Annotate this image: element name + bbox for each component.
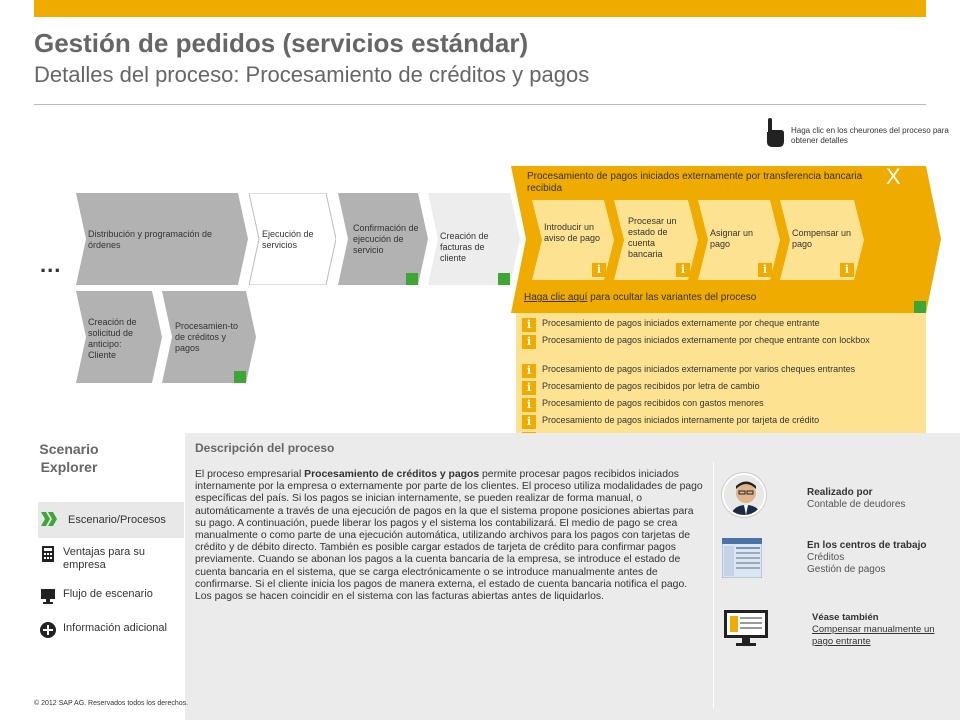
- nav-ventajas[interactable]: [40, 546, 180, 574]
- hint-text: Haga clic en los cheurones del proceso para obtener detalles: [791, 126, 949, 145]
- page-subtitle: Detalles del proceso: Procesamiento de créditos y pagos: [34, 62, 590, 87]
- info-icon[interactable]: i: [522, 381, 536, 395]
- nav-escenario-procesos[interactable]: [38, 502, 184, 538]
- info-icon[interactable]: i: [522, 335, 536, 349]
- description-title: Descripción del proceso: [195, 441, 335, 455]
- chevron-confirmacion[interactable]: [338, 193, 428, 285]
- see-also: [812, 612, 957, 648]
- work-centers: [807, 540, 957, 576]
- desc-intro: El proceso empresarial: [195, 469, 305, 480]
- nav-label: Información adicional: [63, 622, 167, 634]
- info-icon[interactable]: i: [522, 398, 536, 412]
- step-label: Introducir un aviso de pago: [544, 222, 601, 243]
- info-icon[interactable]: i: [758, 263, 772, 277]
- info-icon[interactable]: i: [522, 318, 536, 332]
- step-label: Procesar un estado de cuenta bancaria: [628, 216, 677, 259]
- work-item-creditos: Créditos: [807, 552, 845, 563]
- desc-text: permite procesar pagos recibidos iniciados internamente por la empresa o externamente por parte de los clientes. El proceso utiliza modalidades de pago específicas del país. Si los pagos se inician internamente, se pueden realizar de forma manual, o automáticamente a través de una ejecución de pagos en la que el sistema propone posiciones abiertas para su pago. A continuación, puede liberar los pagos y el sistema los contabilizará. El medio de pago se crea manualmente o como parte de una ejecución automática, utilizando archivos para los pagos con tarjetas de crédito y de débito directo. También es posible cargar estados de tarjeta de crédito para confirmar pagos previamente. Cuando se abonan los pagos a la cuenta bancaria de la empresa, se introduce el estado de cuenta bancaria en el sistema, que se carga electrónicamente o se introduce manualmente antes de confirmarse. Si el cliente inicia los pagos de manera externa, el estado de cuenta bancaria notifica el pago. Los pagos se hacen coincidir en el sistema con las facturas abiertas antes de liquidarlos.: [195, 469, 703, 603]
- work-center-screenshot-icon: [722, 538, 762, 578]
- hide-link-anchor[interactable]: Haga clic aquí: [524, 292, 588, 303]
- calculator-icon: [40, 546, 56, 562]
- chevron-distribucion[interactable]: [76, 193, 248, 285]
- flow-ellipsis: ...: [40, 252, 62, 277]
- see-also-link[interactable]: Compensar manualmente un pago entrante: [812, 624, 935, 647]
- step-label: Compensar un pago: [792, 228, 852, 249]
- hide-variants-link[interactable]: [524, 292, 756, 303]
- work-title: En los centros de trabajo: [807, 540, 927, 551]
- work-item-pagos: Gestión de pagos: [807, 564, 886, 575]
- chevron-label: Ejecución de servicios: [262, 229, 314, 250]
- hide-link-rest: para ocultar las variantes del proceso: [587, 292, 757, 303]
- chevron-label: Creación de solicitud de anticipo: Cliente: [88, 317, 137, 360]
- info-icon[interactable]: i: [840, 263, 854, 277]
- variant-item[interactable]: [520, 334, 924, 362]
- variant-item[interactable]: [520, 397, 924, 413]
- desc-bold: Procesamiento de créditos y pagos: [304, 469, 480, 480]
- title-divider: [34, 104, 926, 105]
- info-icon[interactable]: i: [676, 263, 690, 277]
- variant-item[interactable]: [520, 363, 924, 379]
- variant-label[interactable]: Procesamiento de pagos iniciados internamente por tarjeta de crédito: [542, 415, 820, 425]
- variant-item[interactable]: [520, 317, 924, 333]
- copyright: © 2012 SAP AG. Reservados todos los derechos.: [34, 700, 189, 707]
- see-title: Véase también: [812, 612, 879, 623]
- panel-divider: [713, 462, 714, 708]
- chevron-label: Procesamien-to de créditos y pagos: [175, 321, 239, 353]
- chevron-procesamiento-creditos[interactable]: [162, 291, 256, 383]
- chevron-label: Creación de facturas de cliente: [440, 231, 489, 263]
- performed-by: [807, 487, 957, 511]
- variant-label[interactable]: Procesamiento de pagos iniciados externamente por cheque entrante: [542, 318, 820, 328]
- chevron-ejecucion[interactable]: [249, 193, 336, 285]
- variant-label[interactable]: Procesamiento de pagos recibidos por letra de cambio: [542, 381, 760, 391]
- variant-label[interactable]: Procesamiento de pagos iniciados externamente por varios cheques entrantes: [542, 364, 856, 374]
- hand-pointer-icon: [764, 118, 786, 148]
- info-icon[interactable]: i: [522, 415, 536, 429]
- description-body: [195, 469, 705, 603]
- chevron-solicitud-anticipo[interactable]: [76, 291, 162, 383]
- chevron-label: Confirmación de ejecución de servicio: [353, 223, 419, 255]
- performed-value: Contable de deudores: [807, 499, 906, 510]
- variant-label[interactable]: Procesamiento de pagos recibidos con gastos menores: [542, 398, 764, 408]
- monitor-icon: [40, 588, 56, 604]
- nav-flujo[interactable]: [40, 588, 180, 606]
- nav-label: Ventajas para su empresa: [63, 546, 145, 571]
- chevron-facturas[interactable]: [428, 193, 520, 285]
- step-label: Asignar un pago: [710, 228, 754, 249]
- variant-label[interactable]: Procesamiento de pagos iniciados externamente por cheque entrante con lockbox: [542, 335, 870, 345]
- nav-informacion[interactable]: [40, 622, 184, 640]
- nav-label: Flujo de escenario: [63, 588, 153, 600]
- info-icon[interactable]: i: [592, 263, 606, 277]
- nav-label: Escenario/Procesos: [68, 514, 166, 526]
- performed-title: Realizado por: [807, 487, 873, 498]
- page-title: Gestión de pedidos (servicios estándar): [34, 28, 529, 58]
- avatar: [722, 473, 766, 517]
- info-icon[interactable]: i: [522, 364, 536, 378]
- see-also-monitor-icon: [724, 610, 768, 646]
- variant-item[interactable]: [520, 414, 924, 430]
- expanded-process-title: Procesamiento de pagos iniciados externamente por transferencia bancaria recibida: [527, 171, 863, 194]
- plus-circle-icon: [40, 622, 56, 638]
- close-button[interactable]: X: [886, 164, 901, 189]
- chevron-label: Distribución y programación de órdenes: [88, 229, 213, 250]
- top-accent-bar: [34, 0, 926, 17]
- variant-item[interactable]: [520, 380, 924, 396]
- double-chevron-icon: [41, 512, 57, 526]
- scenario-explorer-title: Scenario Explorer: [39, 441, 99, 475]
